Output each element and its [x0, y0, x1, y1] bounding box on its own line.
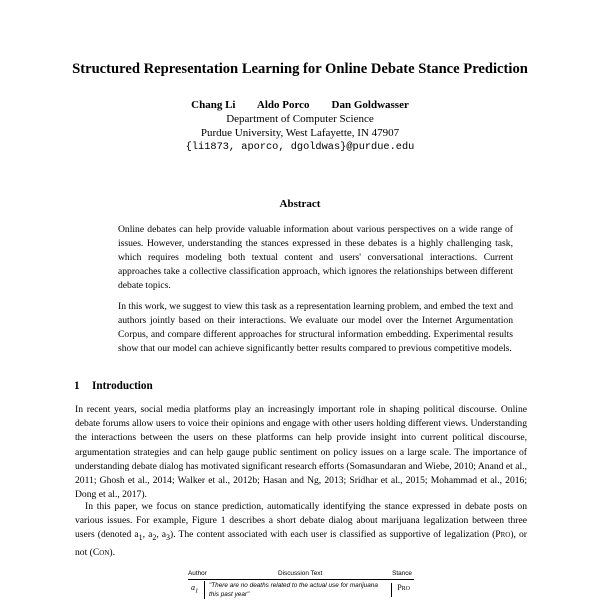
author-emails: {li1873, aporco, dgoldwas}@purdue.edu — [185, 141, 415, 153]
affiliation-department: Department of Computer Science — [226, 113, 374, 125]
intro-paragraph-2: In this paper, we focus on stance prediction, automatically identifying the stance expressed in debate posts on various issues. For example, Figure 1 describes a short debate dialog about marijuana legalization between three users (denoted $a_1$, $a_2$, $a_3$). The content associated with each user is classified as supportive of legalization (Pro), or not (Con). — [75, 501, 527, 558]
authors: Chang Li Aldo Porco Dan Goldwasser — [191, 99, 409, 111]
row-text: "There are no deaths related to the actual use for marijuana this past year" — [204, 581, 389, 599]
row-stance: Pro — [391, 583, 410, 597]
affiliation-university: Purdue University, West Lafayette, IN 47907 — [200, 127, 400, 139]
paper-title: Structured Representation Learning for Online Debate Stance Prediction — [72, 61, 528, 77]
row-author: $a_1$ — [191, 583, 199, 595]
abstract-heading: Abstract — [279, 198, 321, 210]
figure-1-table — [188, 570, 414, 602]
section-title: Introduction — [92, 380, 153, 392]
table-row — [188, 580, 414, 602]
abstract-paragraph-1: Online debates can help provide valuable information about various perspectives on a wide range of issues. However, understanding the stances expressed in these debates is a highly challenging task, which requires modeling both textual content and users' conversational interactions. Current approaches take a collective classification approach, which ignores the relationships between different debate topics. — [118, 224, 513, 292]
col-discussion-text: Discussion Text — [278, 570, 323, 577]
abstract-paragraph-2: In this work, we suggest to view this task as a representation learning problem, and embed the text and authors jointly based on their interactions. We evaluate our model over the Internet Argumentation Corpus, and compare different approaches for structural information embedding. Experimental results show that our model can achieve significantly better results compared to previous competitive models. — [118, 301, 513, 355]
intro-paragraph-1: In recent years, social media platforms play an increasingly important role in shaping political discourse. Online debate forums allow users to voice their opinions and engage with other users holding different views. Understanding the interactions between the users on these platforms can help provide insight into current political discourse, argumentation strategies and can help gauge public sentiment on policy issues on a large scale. The importance of understanding debate dialog has motivated significant research efforts (Somasundaran and Wiebe, 2010; Anand et al., 2011; Ghosh et al., 2014; Walker et al., 2012b; Hasan and Ng, 2013; Sridhar et al., 2015; Mohammad et al., 2016; Dong et al., 2017). — [75, 404, 527, 501]
col-stance: Stance — [392, 570, 412, 577]
section-number: 1 — [74, 380, 80, 392]
col-author: Author — [188, 570, 207, 577]
section-heading-introduction — [74, 380, 153, 392]
table-header — [188, 570, 414, 579]
